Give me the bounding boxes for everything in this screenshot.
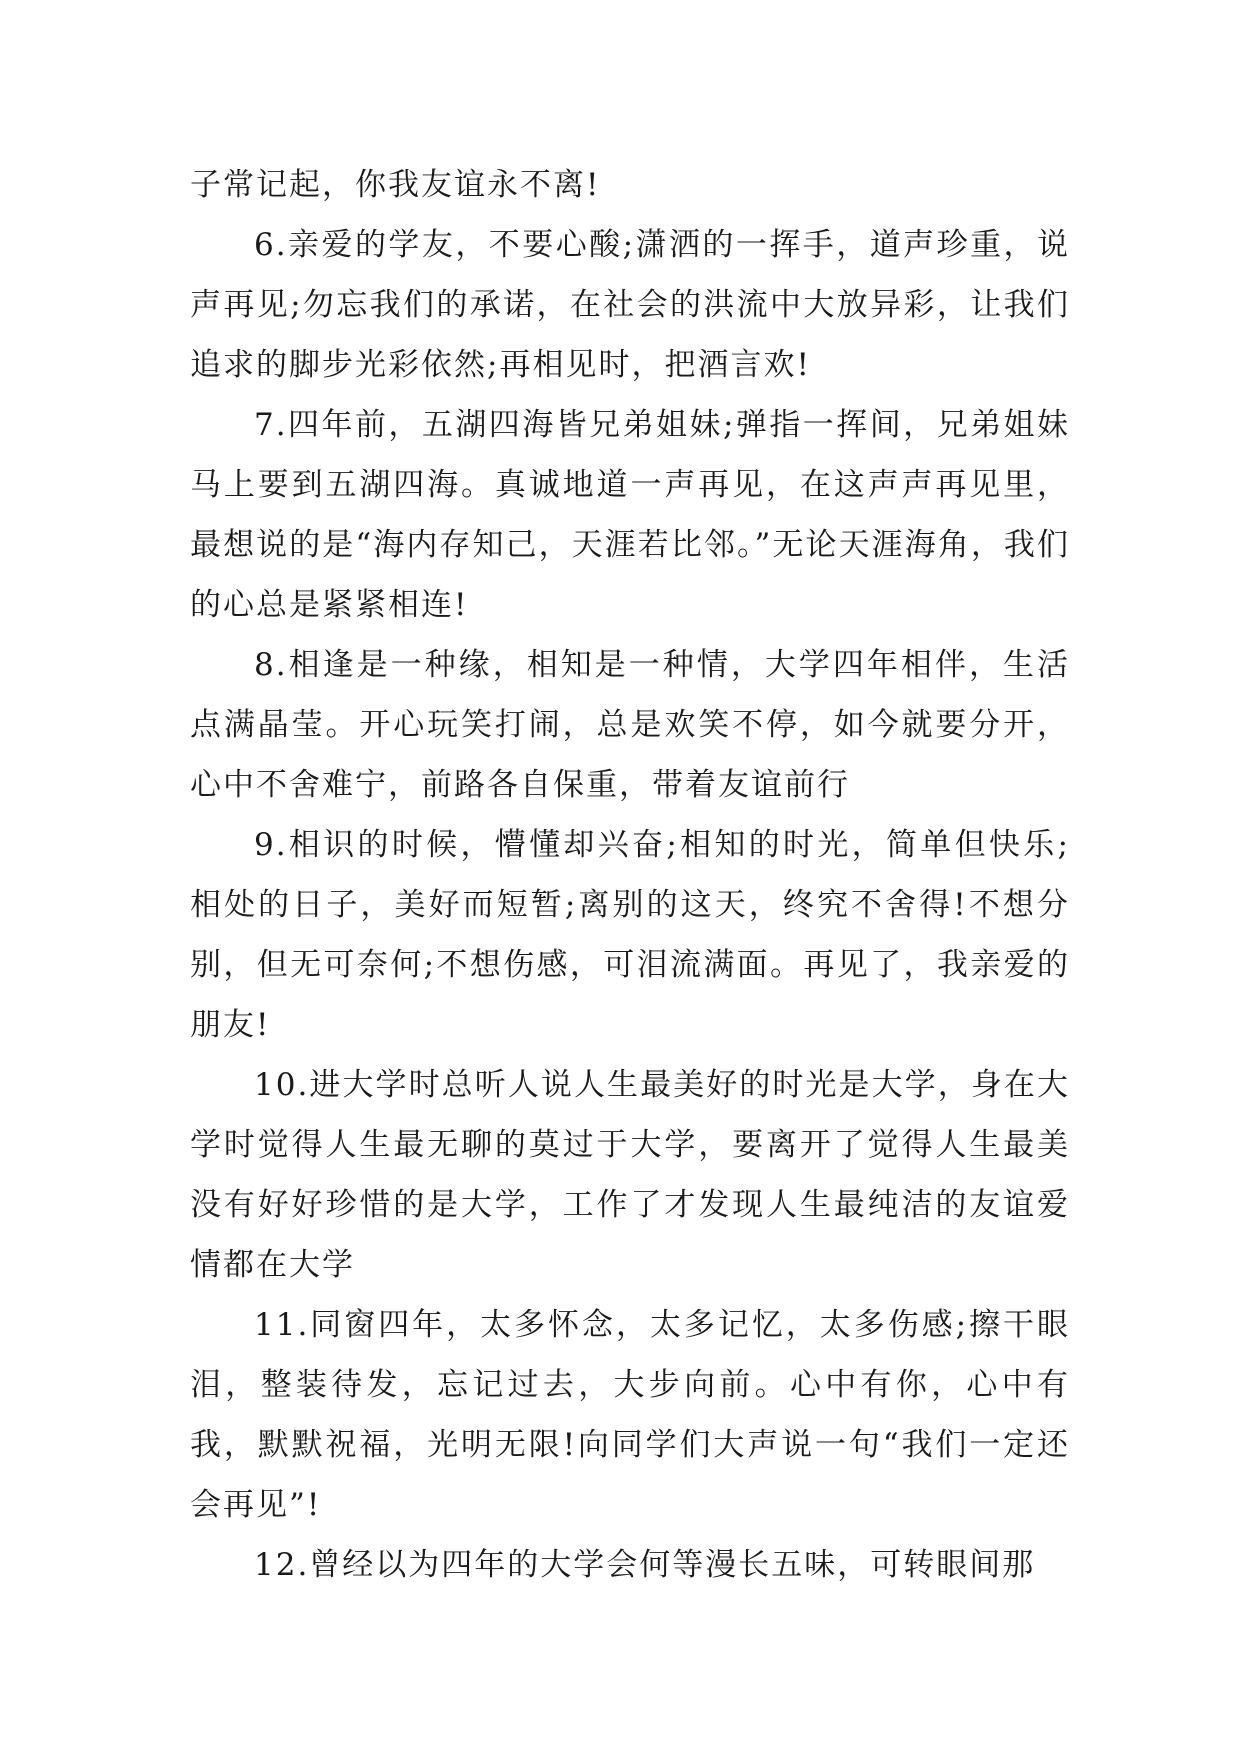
document-body: [190, 155, 1070, 1595]
paragraph-item-12: 12.曾经以为四年的大学会何等漫长五味，可转眼间那: [254, 1547, 1036, 1583]
paragraph-continued: 子常记起，你我友谊永不离!: [190, 167, 601, 203]
paragraph-item-9: 9.相识的时候，懵懂却兴奋;相知的时光，简单但快乐;相处的日子，美好而短暂;离别的这天，终究不舍得!不想分别，但无可奈何;不想伤感，可泪流满面。再见了，我亲爱的朋友!: [190, 827, 1070, 1043]
paragraph-item-6: 6.亲爱的学友，不要心酸;潇洒的一挥手，道声珍重，说声再见;勿忘我们的承诺，在社会的洪流中大放异彩，让我们追求的脚步光彩依然;再相见时，把酒言欢!: [190, 227, 1070, 383]
paragraph-item-7: 7.四年前，五湖四海皆兄弟姐妹;弹指一挥间，兄弟姐妹马上要到五湖四海。真诚地道一声再见，在这声声再见里，最想说的是“海内存知己，天涯若比邻。”无论天涯海角，我们的心总是紧紧相连!: [190, 407, 1070, 623]
paragraph-item-10: 10.进大学时总听人说人生最美好的时光是大学，身在大学时觉得人生最无聊的莫过于大学，要离开了觉得人生最美没有好好珍惜的是大学，工作了才发现人生最纯洁的友谊爱情都在大学: [190, 1067, 1070, 1283]
paragraph-item-11: 11.同窗四年，太多怀念，太多记忆，太多伤感;擦干眼泪，整装待发，忘记过去，大步向前。心中有你，心中有我，默默祝福，光明无限!向同学们大声说一句“我们一定还会再见”!: [190, 1307, 1070, 1523]
paragraph-item-8: 8.相逢是一种缘，相知是一种情，大学四年相伴，生活点满晶莹。开心玩笑打闹，总是欢笑不停，如今就要分开，心中不舍难宁，前路各自保重，带着友谊前行: [190, 647, 1070, 803]
